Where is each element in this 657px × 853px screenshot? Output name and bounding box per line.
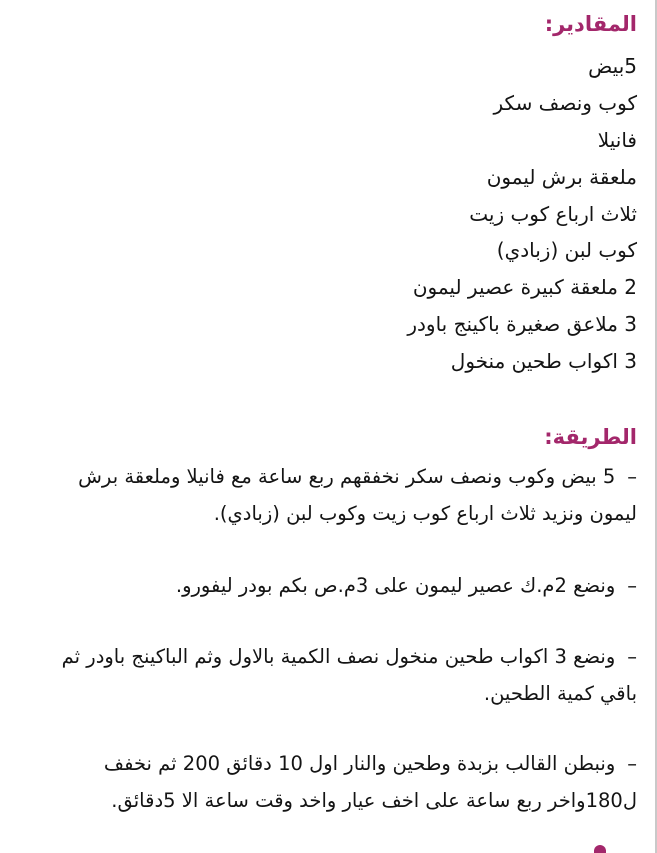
step-text: 5 بيض وكوب ونصف سكر نخفقهم ربع ساعة مع فانيلا وملعقة برش ليمون ونزيد ثلاث ارباع كوب زيت وكوب لبن (زبادي). [78, 465, 637, 525]
method-step [25, 458, 637, 532]
step-bullet: – [627, 752, 637, 775]
ingredient-item: كوب ونصف سكر [493, 90, 637, 115]
step-text: ونضع 2م.ك عصير ليمون على 3م.ص بكم بودر ليفورو. [175, 574, 616, 597]
ingredient-item: 5بيض [588, 54, 637, 78]
cropped-heading-fragment [594, 845, 606, 853]
step-bullet: – [627, 465, 637, 488]
step-bullet: – [627, 645, 637, 668]
method-heading: الطريقة: [544, 425, 637, 449]
step-text: ونبطن القالب بزبدة وطحين والنار اول 10 دقائق 200 ثم نخفف ل180واخر ربع ساعة على اخف عيار واخد وقت ساعة الا 5دقائق. [103, 752, 637, 812]
ingredient-item: 3 ملاعق صغيرة باكينج باودر [407, 312, 637, 337]
step-bullet: – [627, 574, 637, 597]
ingredients-heading: المقادير: [544, 12, 637, 36]
step-text: ونضع 3 اكواب طحين منخول نصف الكمية بالاول وثم الباكينج باودر ثم باقي كمية الطحين. [61, 645, 637, 705]
ingredient-item: ملعقة برش ليمون [486, 164, 637, 189]
ingredients-list [407, 48, 637, 380]
ingredient-item: 2 ملعقة كبيرة عصير ليمون [412, 275, 637, 300]
ingredient-item: فانيلا [597, 127, 637, 152]
method-step [25, 567, 637, 604]
method-step [25, 638, 637, 712]
ingredient-item: 3 اكواب طحين منخول [450, 349, 637, 374]
ingredient-item: ثلاث ارباع كوب زيت [469, 201, 637, 226]
ingredient-item: كوب لبن (زبادي) [496, 238, 637, 263]
method-step [25, 745, 637, 819]
